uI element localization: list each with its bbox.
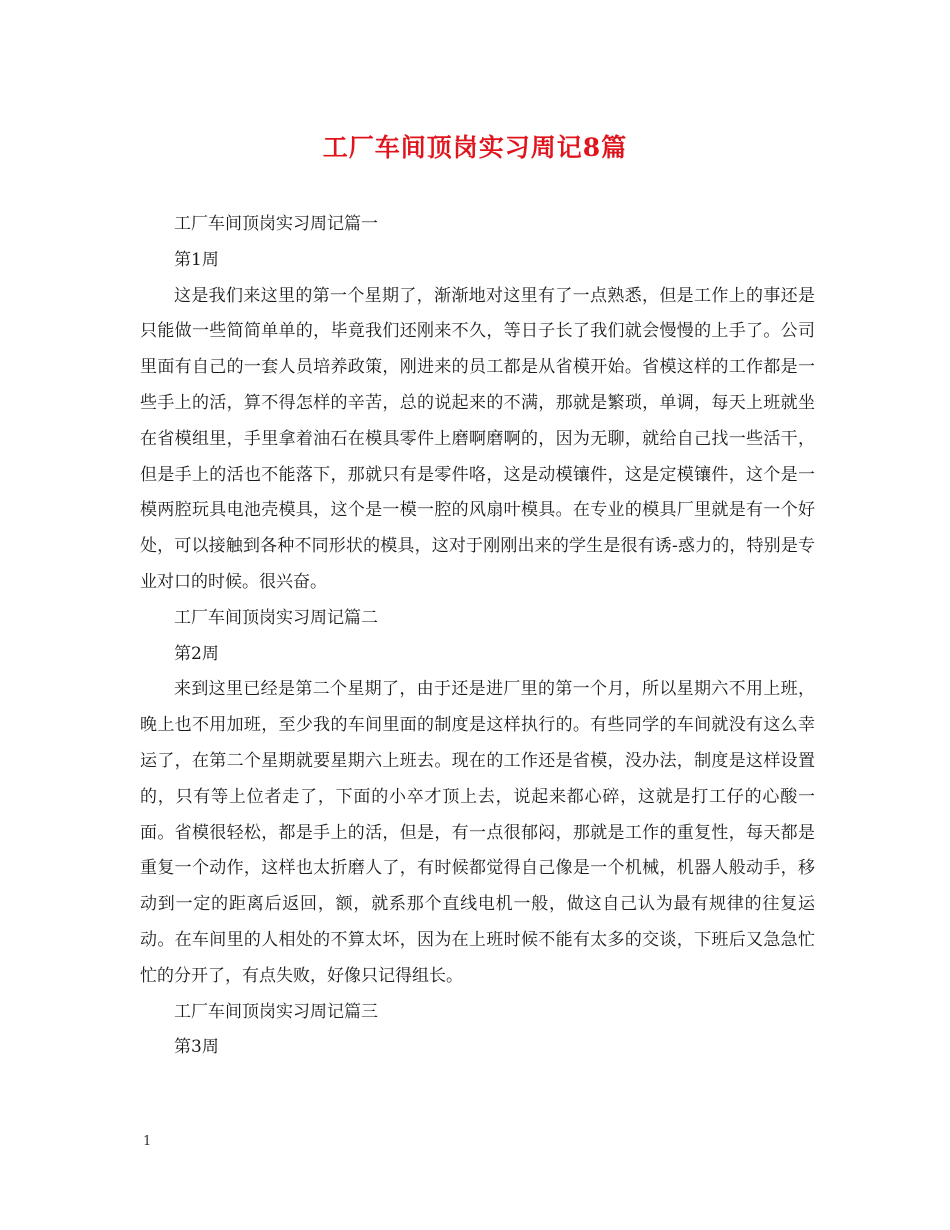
section-heading-1: 工厂车间顶岗实习周记篇一 xyxy=(174,214,378,234)
document-body xyxy=(140,207,815,1066)
week-label-3: 第3周 xyxy=(174,1037,219,1058)
section-heading-2: 工厂车间顶岗实习周记篇二 xyxy=(174,607,378,628)
section-heading-3: 工厂车间顶岗实习周记篇三 xyxy=(174,1001,378,1022)
document-title: 工厂车间顶岗实习周记8篇 xyxy=(322,133,628,162)
week-label-1: 第1周 xyxy=(174,249,219,270)
body-paragraph-1: 这是我们来这里的第一个星期了，渐渐地对这里有了一点熟悉，但是工作上的事还是只能做一些简简单单的，毕竟我们还刚来不久，等日子长了我们就会慢慢的上手了。公司里面有自己的一套人员培养政策，刚进来的员工都是从省模开始。省模这样的工作都是一些手上的活，算不得怎样的辛苦，总的说起来的不满，那就是繁琐，单调，每天上班就坐在省模组里，手里拿着油石在模具零件上磨啊磨啊的，因为无聊，就给自己找一些活干，但是手上的活也不能落下，那就只有是零件咯，这是动模镶件，这是定模镶件，这个是一模两腔玩具电池壳模具，这个是一模一腔的风扇叶模具。在专业的模具厂里就是有一个好处，可以接触到各种不同形状的模具，这对于刚刚出来的学生是很有诱-惑力的，特别是专业对口的时候。很兴奋。 xyxy=(140,285,815,592)
page-number: 1 xyxy=(143,1134,152,1149)
week-label-2: 第2周 xyxy=(174,643,219,664)
body-paragraph-2: 来到这里已经是第二个星期了，由于还是进厂里的第一个月，所以星期六不用上班，晚上也不用加班，至少我的车间里面的制度是这样执行的。有些同学的车间就没有这么幸运了，在第二个星期就要星期六上班去。现在的工作还是省模，没办法，制度是这样设置的，只有等上位者走了，下面的小卒才顶上去，说起来都心碎，这就是打工仔的心酸一面。省模很轻松，都是手上的活，但是，有一点很郁闷，那就是工作的重复性，每天都是重复一个动作，这样也太折磨人了，有时候都觉得自己像是一个机械，机器人般动手，移动到一定的距离后返回，额，就系那个直线电机一般，做这自己认为最有规律的往复运动。在车间里的人相处的不算太坏，因为在上班时候不能有太多的交谈，下班后又急急忙忙的分开了，有点失败，好像只记得组长。 xyxy=(140,679,815,986)
